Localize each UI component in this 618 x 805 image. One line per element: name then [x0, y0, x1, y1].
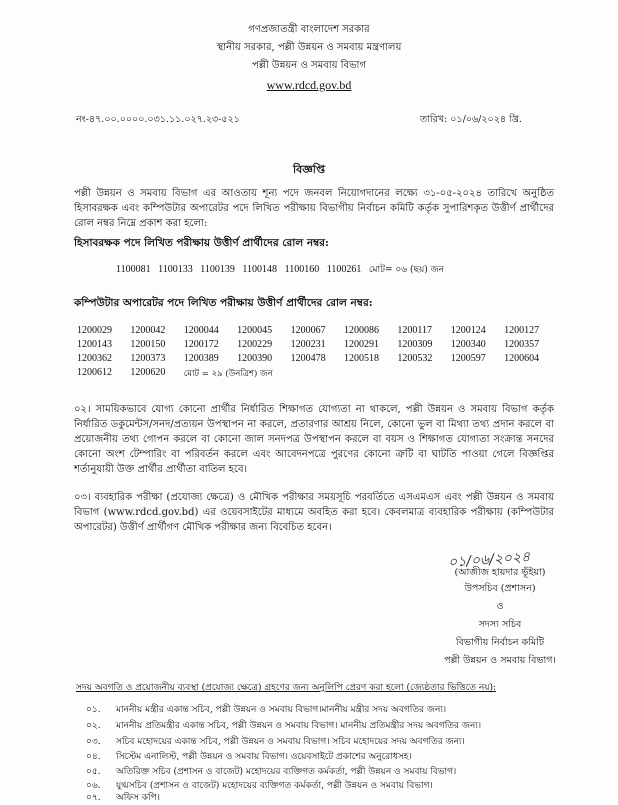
distribution-item-number: ০১.: [86, 705, 101, 715]
roll-number: 1200597: [450, 353, 486, 364]
roll-number: 1200478: [290, 353, 326, 364]
signatory-and: ও: [496, 601, 504, 612]
roll-number: 1200620: [130, 367, 166, 378]
distribution-item: সিস্টেম এনালিস্ট, পল্লী উন্নয়ন ও সমবায় বিভাগ। ওয়েবসাইটে প্রকাশের অনুরোধসহ।: [116, 752, 412, 762]
roll-number: 1200067: [290, 325, 326, 336]
signatory-department: পল্লী উন্নয়ন ও সমবায় বিভাগ।: [444, 655, 556, 666]
roll-number: 1200231: [290, 339, 326, 350]
paragraph-2: ০২। সাময়িকভাবে যোগ্য কোনো প্রার্থীর নির্ধারিত শিক্ষাগত যোগ্যতা না থাকলে, পল্লী উন্নয়ন ও সমবায় বিভাগ কর্তৃক নির্ধারিত ডকুমেন্টস/সনদ/প্রত্যয়ন উপস্থাপন না করলে, প্রতারণার আশ্রয় নিলে, কোনো ভুল বা মিথ্যা তথ্য প্রদান করলে বা প্রয়োজনীয় তথ্য গোপন করলে বা কোনো জাল সনদপত্র উপস্থাপন করলে বা বয়স ও শিক্ষাগত যোগ্যতা সংক্রান্ত সনদের কোনো অংশ টেম্পারিং বা পরিবর্তন করলে এবং আবেদনপত্রে পুরণের কোনো ত্রুটি বা ঘাটতি পাওয়া গেলে বিজ্ঞপ্তির শর্তানুযায়ী উক্ত প্রার্থীর প্রার্থীতা বাতিল হবে।: [74, 404, 554, 475]
memo-number: নং-৪৭.০০.০০০০.০৩১.১১.০২৭.২৩-৫২১: [76, 114, 240, 125]
operator-total: মোট = ২৯ (উনত্রিশ) জন: [183, 369, 273, 379]
ministry-title: স্থানীয় সরকার, পল্লী উন্নয়ন ও সমবায় মন্ত্রণালয়: [216, 42, 402, 53]
distribution-item: মাননীয় প্রতিমন্ত্রীর একান্ত সচিব, পল্লী উন্নয়ন ও সমবায় বিভাগ। মাননীয় প্রতিমন্ত্রীর সদয় অবগতির জন্য।: [116, 721, 482, 731]
roll-number: 1200604: [504, 353, 540, 364]
roll-number: 1200390: [237, 353, 273, 364]
roll-number: 1200389: [183, 353, 219, 364]
accountant-total: মোট= ০৬ (ছয়) জন: [368, 265, 445, 275]
notice-title: বিজ্ঞপ্তি: [293, 163, 325, 176]
roll-number: 1200117: [397, 325, 432, 336]
distribution-item-number: ০২.: [86, 721, 101, 731]
roll-number: 1200532: [397, 353, 433, 364]
roll-number: 1200291: [343, 339, 379, 350]
roll-number: 1100081: [116, 264, 151, 275]
roll-number: 1200042: [130, 325, 166, 336]
website-link[interactable]: www.rdcd.gov.bd: [266, 78, 352, 92]
operator-heading: কম্পিউটার অপারেটর পদে লিখিত পরীক্ষায় উত্তীর্ণ প্রার্থীদের রোল নম্বর:: [74, 297, 373, 309]
notice-date: তারিখ: ০১/০৬/২০২৪ খ্রি.: [420, 114, 522, 125]
distribution-item: সচিব মহোদয়ের একান্ত সচিব, পল্লী উন্নয়ন ও সমবায় বিভাগ। সচিব মহোদয়ের সদয় অবগতির জন্য।: [116, 737, 465, 747]
distribution-item: মাননীয় মন্ত্রীর একান্ত সচিব, পল্লী উন্নয়ন ও সমবায় বিভাগ।মাননীয় মন্ত্রীর সদয় অবগতির জন্য।: [116, 705, 447, 715]
roll-number: 1200086: [343, 325, 379, 336]
handwritten-signature-date: ০১/০৬/২০২৪: [447, 549, 531, 571]
paragraph-3: ০৩। ব্যবহারিক পরীক্ষা (প্রযোজ্য ক্ষেত্রে) ও মৌখিক পরীক্ষার সময়সূচি পরবর্তিতে এসএমএস এবং পল্লী উন্নয়ন ও সমবায় বিভাগ (www.rdcd.gov.bd) এর ওয়েবসাইটের মাধ্যমে অবহিত করা হবে। কেবলমাত্র ব্যবহারিক পরীক্ষায় (কম্পিউটার অপারেটর) উত্তীর্ণ প্রার্থীগণ মৌখিক পরীক্ষার জন্য বিবেচিত হবেন।: [74, 492, 554, 533]
roll-number: 1200357: [504, 339, 540, 350]
roll-number: 1100261: [326, 264, 362, 275]
distribution-item-number: ০৬.: [86, 781, 101, 791]
roll-number: 1200340: [450, 339, 486, 350]
roll-number: 1100133: [158, 264, 193, 275]
signatory-designation: উপসচিব (প্রশাসন): [464, 583, 536, 594]
govt-title: গণপ্রজাতন্ত্রী বাংলাদেশ সরকার: [248, 24, 370, 35]
roll-number: 1200143: [77, 339, 112, 350]
roll-number: 1200373: [130, 353, 166, 364]
roll-number: 1100139: [200, 264, 235, 275]
roll-number: 1200029: [77, 325, 112, 336]
division-title: পল্লী উন্নয়ন ও সমবায় বিভাগ: [251, 60, 367, 71]
roll-number: 1100160: [284, 264, 320, 275]
roll-number: 1200172: [183, 339, 219, 350]
roll-number: 1200309: [397, 339, 433, 350]
roll-number: 1200044: [183, 325, 219, 336]
distribution-item: যুগ্মসচিব (প্রশাসন ও বাজেট) মহোদয়ের ব্যক্তিগত কর্মকর্তা, পল্লী উন্নয়ন ও সমবায় বিভাগ।: [116, 781, 433, 791]
distribution-item-number: ০৪.: [86, 752, 101, 762]
roll-number: 1200124: [450, 325, 486, 336]
intro-paragraph: পল্লী উন্নয়ন ও সমবায় বিভাগ এর আওতায় শূন্য পদে জনবল নিয়োগদানের লক্ষ্যে ৩১-০৫-২০২৪ তারিখে অনুষ্ঠিত হিসাবরক্ষক এবং কম্পিউটার অপারেটর পদে লিখিত পরীক্ষায় বিভাগীয় নির্বাচন কমিটি কর্তৃক সুপারিশকৃত উত্তীর্ণ প্রার্থীদের রোল নম্বর নিম্নে প্রকাশ করা হলো:: [74, 188, 554, 229]
distribution-heading: সদয় অবগতি ও প্রয়োজনীয় ব্যবস্থা (প্রযোজ্য ক্ষেত্রে) গ্রহণের জন্য অনুলিপি প্রেরণ করা হলো (জ্যেষ্ঠতার ভিত্তিতে নয়):: [76, 683, 497, 693]
roll-number: 1200150: [130, 339, 166, 350]
accountant-heading: হিসাবরক্ষক পদে লিখিত পরীক্ষায় উত্তীর্ণ প্রার্থীদের রোল নম্বর:: [74, 237, 329, 249]
distribution-item: অতিরিক্ত সচিব (প্রশাসন ও বাজেট) মহোদয়ের ব্যক্তিগত কর্মকর্তা, পল্লী উন্নয়ন ও সমবায় বিভাগ।: [116, 767, 457, 777]
signatory-role: সদস্য সচিব: [478, 619, 522, 630]
roll-number: 1100148: [242, 264, 278, 275]
roll-number: 1200045: [237, 325, 273, 336]
roll-number: 1200612: [77, 367, 112, 378]
distribution-item-number: ০৭.: [86, 793, 101, 803]
signatory-committee: বিভাগীয় নির্বাচন কমিটি: [455, 637, 545, 648]
distribution-item: অফিস কপি।: [116, 793, 160, 803]
roll-number: 1200362: [77, 353, 112, 364]
signatory-name: (আজীজ হায়দার ভূঁইয়া): [454, 567, 546, 578]
roll-number: 1200518: [343, 353, 379, 364]
roll-number: 1200127: [504, 325, 540, 336]
accountant-roll-list: [116, 262, 444, 277]
operator-roll-grid: [77, 325, 557, 381]
distribution-item-number: ০৫.: [86, 767, 101, 777]
distribution-item-number: ০৩.: [86, 737, 101, 747]
roll-number: 1200229: [237, 339, 273, 350]
